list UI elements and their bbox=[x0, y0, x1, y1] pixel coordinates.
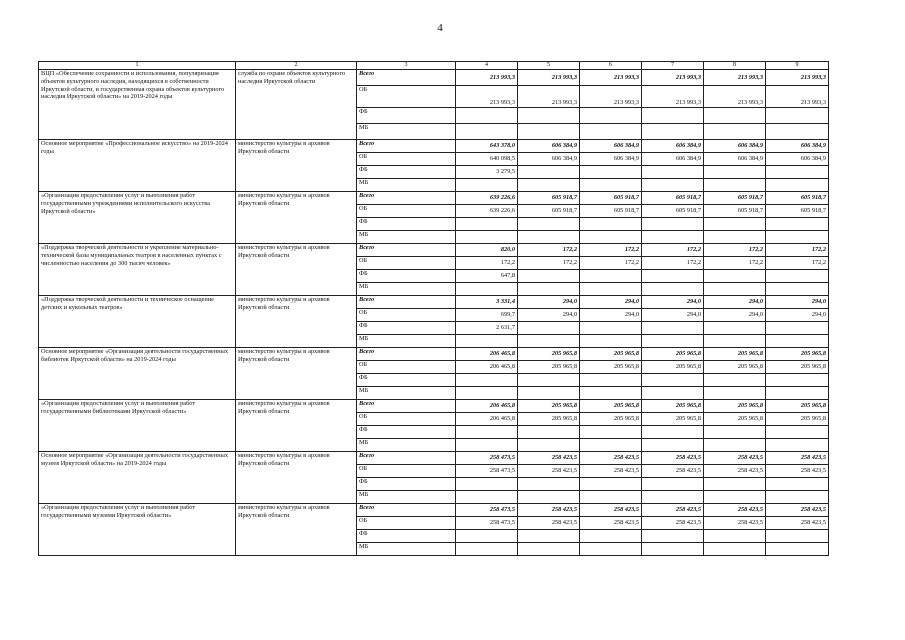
amount-cell bbox=[704, 426, 766, 439]
amount-cell: 258 473,5 bbox=[456, 465, 518, 478]
amount-cell bbox=[580, 218, 642, 231]
amount-cell bbox=[518, 179, 580, 192]
amount-cell: 606 384,9 bbox=[642, 140, 704, 153]
table-body bbox=[39, 62, 829, 556]
amount-cell bbox=[580, 283, 642, 296]
amount-cell: 605 918,7 bbox=[642, 192, 704, 205]
executor-name: министерство культуры и архивов Иркутской области bbox=[236, 400, 357, 452]
funding-source: ФБ bbox=[357, 322, 456, 335]
amount-cell: 172,2 bbox=[766, 257, 829, 270]
amount-cell bbox=[580, 124, 642, 140]
amount-cell: 172,2 bbox=[518, 257, 580, 270]
amount-cell: 294,0 bbox=[766, 296, 829, 309]
funding-source: МБ bbox=[357, 124, 456, 140]
activity-name: «Поддержка творческой деятельности и укрепление материально-технической базы муниципальных театров в населенных пунктах с численностью населения до 300 тысяч человек» bbox=[39, 244, 236, 296]
amount-cell bbox=[642, 491, 704, 504]
amount-cell: 606 384,9 bbox=[766, 140, 829, 153]
amount-cell bbox=[704, 491, 766, 504]
amount-cell: 639 226,6 bbox=[456, 205, 518, 218]
amount-cell: 205 965,8 bbox=[518, 413, 580, 426]
amount-cell: 258 423,5 bbox=[642, 504, 704, 517]
amount-cell: 213 993,3 bbox=[766, 86, 829, 108]
table-row bbox=[39, 504, 829, 517]
amount-cell bbox=[766, 530, 829, 543]
amount-cell bbox=[580, 335, 642, 348]
table-row bbox=[39, 140, 829, 153]
amount-cell: 294,0 bbox=[518, 296, 580, 309]
amount-cell bbox=[704, 387, 766, 400]
amount-cell: 699,7 bbox=[456, 309, 518, 322]
funding-source: Всего bbox=[357, 296, 456, 309]
header-cell: 5 bbox=[518, 62, 580, 70]
funding-source: Всего bbox=[357, 244, 456, 257]
amount-cell: 205 965,8 bbox=[580, 361, 642, 374]
amount-cell: 206 465,8 bbox=[456, 400, 518, 413]
activity-name: Основное мероприятие «Организация деятельности государственных музеев Иркутской области» на 2019-2024 годы bbox=[39, 452, 236, 504]
activity-name: ВЦП «Обеспечение сохранности и использования, популяризация объектов культурного наследия, находящихся в собственности Иркутской области, и государственная охрана объектов культурного наследия Иркутской области» на 2019-2024 годы bbox=[39, 70, 236, 140]
funding-source: ФБ bbox=[357, 108, 456, 124]
header-cell: 3 bbox=[357, 62, 456, 70]
amount-cell bbox=[642, 108, 704, 124]
funding-source: МБ bbox=[357, 179, 456, 192]
amount-cell: 606 384,9 bbox=[766, 153, 829, 166]
amount-cell: 294,0 bbox=[518, 309, 580, 322]
amount-cell: 205 965,8 bbox=[580, 400, 642, 413]
table-row bbox=[39, 296, 829, 309]
amount-cell: 258 423,5 bbox=[518, 504, 580, 517]
amount-cell bbox=[766, 374, 829, 387]
header-cell: 6 bbox=[580, 62, 642, 70]
amount-cell: 205 965,8 bbox=[580, 413, 642, 426]
amount-cell bbox=[580, 439, 642, 452]
amount-cell: 172,2 bbox=[456, 257, 518, 270]
amount-cell bbox=[766, 439, 829, 452]
activity-name: «Поддержка творческой деятельности и техническое оснащение детских и кукольных театров» bbox=[39, 296, 236, 348]
amount-cell: 606 384,9 bbox=[518, 153, 580, 166]
executor-name: министерство культуры и архивов Иркутской области bbox=[236, 452, 357, 504]
amount-cell bbox=[518, 231, 580, 244]
funding-source: Всего bbox=[357, 504, 456, 517]
amount-cell: 258 423,5 bbox=[704, 452, 766, 465]
amount-cell: 258 423,5 bbox=[580, 465, 642, 478]
amount-cell: 258 423,5 bbox=[518, 452, 580, 465]
amount-cell: 205 965,8 bbox=[766, 348, 829, 361]
amount-cell bbox=[518, 335, 580, 348]
budget-table bbox=[38, 61, 829, 556]
amount-cell: 205 965,8 bbox=[704, 361, 766, 374]
table-row bbox=[39, 192, 829, 205]
executor-name: министерство культуры и архивов Иркутской области bbox=[236, 504, 357, 556]
amount-cell bbox=[456, 335, 518, 348]
amount-cell bbox=[456, 231, 518, 244]
amount-cell: 205 965,8 bbox=[766, 413, 829, 426]
executor-name: служба по охране объектов культурного наследия Иркутской области bbox=[236, 70, 357, 140]
funding-source: ФБ bbox=[357, 270, 456, 283]
amount-cell bbox=[518, 108, 580, 124]
amount-cell: 206 465,8 bbox=[456, 413, 518, 426]
funding-source: Всего bbox=[357, 192, 456, 205]
funding-source: МБ bbox=[357, 283, 456, 296]
amount-cell: 606 384,9 bbox=[642, 153, 704, 166]
amount-cell: 172,2 bbox=[518, 244, 580, 257]
amount-cell: 213 993,3 bbox=[704, 70, 766, 86]
amount-cell: 213 993,3 bbox=[766, 70, 829, 86]
amount-cell: 640 098,5 bbox=[456, 153, 518, 166]
amount-cell: 605 918,7 bbox=[766, 205, 829, 218]
amount-cell: 294,0 bbox=[642, 296, 704, 309]
header-row bbox=[39, 62, 829, 70]
header-cell: 8 bbox=[704, 62, 766, 70]
amount-cell: 643 378,0 bbox=[456, 140, 518, 153]
amount-cell: 205 965,8 bbox=[704, 413, 766, 426]
amount-cell: 258 423,5 bbox=[642, 517, 704, 530]
amount-cell bbox=[704, 108, 766, 124]
amount-cell bbox=[456, 374, 518, 387]
table-row bbox=[39, 400, 829, 413]
amount-cell bbox=[518, 218, 580, 231]
amount-cell bbox=[704, 124, 766, 140]
amount-cell: 820,0 bbox=[456, 244, 518, 257]
amount-cell bbox=[766, 387, 829, 400]
amount-cell: 205 965,8 bbox=[518, 361, 580, 374]
amount-cell: 258 423,5 bbox=[766, 504, 829, 517]
amount-cell: 206 465,8 bbox=[456, 361, 518, 374]
amount-cell: 258 423,5 bbox=[704, 517, 766, 530]
amount-cell: 258 473,5 bbox=[456, 504, 518, 517]
amount-cell: 213 993,3 bbox=[704, 86, 766, 108]
funding-source: ОБ bbox=[357, 309, 456, 322]
amount-cell: 213 993,3 bbox=[456, 70, 518, 86]
activity-name: Основное мероприятие «Организация деятельности государственных библиотек Иркутской области» на 2019-2024 годы bbox=[39, 348, 236, 400]
amount-cell bbox=[518, 478, 580, 491]
amount-cell: 213 993,3 bbox=[518, 86, 580, 108]
amount-cell: 172,2 bbox=[580, 244, 642, 257]
amount-cell: 3 279,5 bbox=[456, 166, 518, 179]
funding-source: ФБ bbox=[357, 530, 456, 543]
amount-cell: 205 965,8 bbox=[518, 400, 580, 413]
amount-cell: 639 226,6 bbox=[456, 192, 518, 205]
amount-cell: 172,2 bbox=[642, 257, 704, 270]
amount-cell bbox=[642, 374, 704, 387]
amount-cell: 258 423,5 bbox=[766, 517, 829, 530]
amount-cell bbox=[642, 530, 704, 543]
amount-cell: 258 423,5 bbox=[704, 465, 766, 478]
funding-source: ОБ bbox=[357, 257, 456, 270]
funding-source: МБ bbox=[357, 491, 456, 504]
amount-cell: 294,0 bbox=[704, 309, 766, 322]
amount-cell: 606 384,9 bbox=[518, 140, 580, 153]
amount-cell: 258 423,5 bbox=[518, 465, 580, 478]
amount-cell bbox=[580, 543, 642, 556]
activity-name: «Организация предоставления услуг и выполнения работ государственными музеями Иркутской области» bbox=[39, 504, 236, 556]
amount-cell bbox=[704, 283, 766, 296]
amount-cell: 205 965,8 bbox=[704, 348, 766, 361]
amount-cell bbox=[704, 231, 766, 244]
amount-cell: 205 965,8 bbox=[580, 348, 642, 361]
amount-cell: 605 918,7 bbox=[766, 192, 829, 205]
executor-name: министерство культуры и архивов Иркутской области bbox=[236, 192, 357, 244]
funding-source: МБ bbox=[357, 335, 456, 348]
amount-cell: 205 965,8 bbox=[766, 361, 829, 374]
amount-cell bbox=[642, 231, 704, 244]
executor-name: министерство культуры и архивов Иркутской области bbox=[236, 348, 357, 400]
amount-cell: 205 965,8 bbox=[518, 348, 580, 361]
amount-cell: 3 331,4 bbox=[456, 296, 518, 309]
amount-cell bbox=[704, 218, 766, 231]
table-row bbox=[39, 244, 829, 257]
amount-cell bbox=[456, 491, 518, 504]
funding-source: ОБ bbox=[357, 361, 456, 374]
amount-cell bbox=[580, 166, 642, 179]
amount-cell: 605 918,7 bbox=[704, 205, 766, 218]
funding-source: ФБ bbox=[357, 478, 456, 491]
amount-cell: 294,0 bbox=[580, 309, 642, 322]
amount-cell: 606 384,9 bbox=[704, 153, 766, 166]
amount-cell bbox=[518, 439, 580, 452]
funding-source: ОБ bbox=[357, 517, 456, 530]
amount-cell bbox=[704, 179, 766, 192]
amount-cell: 206 465,8 bbox=[456, 348, 518, 361]
amount-cell: 205 965,8 bbox=[704, 400, 766, 413]
amount-cell bbox=[518, 322, 580, 335]
amount-cell bbox=[456, 283, 518, 296]
amount-cell bbox=[456, 478, 518, 491]
funding-source: ОБ bbox=[357, 205, 456, 218]
amount-cell bbox=[704, 543, 766, 556]
funding-source: Всего bbox=[357, 70, 456, 86]
amount-cell bbox=[704, 374, 766, 387]
funding-source: Всего bbox=[357, 452, 456, 465]
amount-cell bbox=[456, 543, 518, 556]
amount-cell: 258 423,5 bbox=[580, 452, 642, 465]
amount-cell bbox=[766, 124, 829, 140]
funding-source: ФБ bbox=[357, 374, 456, 387]
amount-cell bbox=[766, 270, 829, 283]
amount-cell: 172,2 bbox=[704, 244, 766, 257]
amount-cell: 606 384,9 bbox=[580, 140, 642, 153]
amount-cell: 172,2 bbox=[766, 244, 829, 257]
amount-cell bbox=[456, 124, 518, 140]
amount-cell bbox=[518, 543, 580, 556]
amount-cell bbox=[766, 283, 829, 296]
funding-source: ОБ bbox=[357, 153, 456, 166]
executor-name: министерство культуры и архивов Иркутской области bbox=[236, 244, 357, 296]
amount-cell bbox=[518, 270, 580, 283]
table-row bbox=[39, 452, 829, 465]
header-cell: 9 bbox=[766, 62, 829, 70]
amount-cell bbox=[518, 530, 580, 543]
amount-cell: 606 384,9 bbox=[580, 153, 642, 166]
amount-cell bbox=[456, 108, 518, 124]
amount-cell bbox=[642, 387, 704, 400]
amount-cell: 258 423,5 bbox=[580, 517, 642, 530]
funding-source: ОБ bbox=[357, 86, 456, 108]
amount-cell: 258 423,5 bbox=[642, 452, 704, 465]
amount-cell bbox=[642, 124, 704, 140]
amount-cell bbox=[642, 322, 704, 335]
amount-cell bbox=[518, 124, 580, 140]
amount-cell bbox=[518, 283, 580, 296]
amount-cell bbox=[704, 478, 766, 491]
amount-cell bbox=[766, 491, 829, 504]
amount-cell: 213 993,3 bbox=[642, 86, 704, 108]
amount-cell: 294,0 bbox=[704, 296, 766, 309]
amount-cell bbox=[704, 270, 766, 283]
amount-cell: 205 965,8 bbox=[642, 348, 704, 361]
amount-cell bbox=[580, 491, 642, 504]
amount-cell bbox=[642, 179, 704, 192]
amount-cell bbox=[766, 231, 829, 244]
funding-source: Всего bbox=[357, 400, 456, 413]
amount-cell bbox=[766, 218, 829, 231]
amount-cell: 205 965,8 bbox=[642, 361, 704, 374]
funding-source: ФБ bbox=[357, 426, 456, 439]
funding-source: Всего bbox=[357, 348, 456, 361]
funding-source: ФБ bbox=[357, 218, 456, 231]
amount-cell bbox=[518, 374, 580, 387]
page-number: 4 bbox=[437, 22, 443, 34]
table-row bbox=[39, 348, 829, 361]
amount-cell bbox=[642, 166, 704, 179]
amount-cell: 605 918,7 bbox=[642, 205, 704, 218]
amount-cell: 605 918,7 bbox=[518, 192, 580, 205]
header-cell: 7 bbox=[642, 62, 704, 70]
amount-cell bbox=[766, 166, 829, 179]
amount-cell bbox=[580, 270, 642, 283]
amount-cell: 258 423,5 bbox=[704, 504, 766, 517]
amount-cell bbox=[704, 530, 766, 543]
amount-cell: 213 993,3 bbox=[642, 70, 704, 86]
funding-source: Всего bbox=[357, 140, 456, 153]
amount-cell: 258 473,5 bbox=[456, 452, 518, 465]
amount-cell bbox=[580, 426, 642, 439]
amount-cell bbox=[518, 491, 580, 504]
executor-name: министерство культуры и архивов Иркутской области bbox=[236, 140, 357, 192]
amount-cell: 605 918,7 bbox=[580, 205, 642, 218]
amount-cell: 294,0 bbox=[766, 309, 829, 322]
amount-cell bbox=[456, 426, 518, 439]
funding-source: МБ bbox=[357, 387, 456, 400]
activity-name: «Организация предоставления услуг и выполнения работ государственными библиотеками Иркутской области» bbox=[39, 400, 236, 452]
amount-cell: 258 423,5 bbox=[518, 517, 580, 530]
amount-cell: 213 993,3 bbox=[580, 70, 642, 86]
amount-cell: 605 918,7 bbox=[704, 192, 766, 205]
funding-source: ОБ bbox=[357, 465, 456, 478]
amount-cell: 606 384,9 bbox=[704, 140, 766, 153]
amount-cell: 205 965,8 bbox=[642, 400, 704, 413]
amount-cell: 647,8 bbox=[456, 270, 518, 283]
activity-name: «Организация предоставления услуг и выполнения работ государственными учреждениями исполнительского искусства Иркутской области» bbox=[39, 192, 236, 244]
amount-cell bbox=[766, 335, 829, 348]
activity-name: Основное мероприятие «Профессиональное искусство» на 2019-2024 годы bbox=[39, 140, 236, 192]
amount-cell bbox=[766, 108, 829, 124]
amount-cell bbox=[456, 179, 518, 192]
amount-cell bbox=[642, 426, 704, 439]
amount-cell bbox=[766, 426, 829, 439]
amount-cell: 258 423,5 bbox=[642, 465, 704, 478]
amount-cell bbox=[456, 387, 518, 400]
amount-cell bbox=[642, 439, 704, 452]
amount-cell: 258 423,5 bbox=[766, 465, 829, 478]
amount-cell bbox=[518, 387, 580, 400]
amount-cell: 205 965,8 bbox=[642, 413, 704, 426]
amount-cell bbox=[518, 426, 580, 439]
amount-cell bbox=[642, 270, 704, 283]
amount-cell bbox=[766, 322, 829, 335]
header-cell: 1 bbox=[39, 62, 236, 70]
amount-cell bbox=[704, 322, 766, 335]
amount-cell bbox=[642, 478, 704, 491]
amount-cell: 258 423,5 bbox=[766, 452, 829, 465]
amount-cell bbox=[580, 374, 642, 387]
funding-source: ОБ bbox=[357, 413, 456, 426]
amount-cell: 172,2 bbox=[642, 244, 704, 257]
header-cell: 4 bbox=[456, 62, 518, 70]
amount-cell bbox=[518, 166, 580, 179]
amount-cell: 2 631,7 bbox=[456, 322, 518, 335]
amount-cell bbox=[704, 335, 766, 348]
amount-cell: 172,2 bbox=[704, 257, 766, 270]
amount-cell: 605 918,7 bbox=[518, 205, 580, 218]
executor-name: министерство культуры и архивов Иркутской области bbox=[236, 296, 357, 348]
amount-cell: 213 993,3 bbox=[580, 86, 642, 108]
funding-source: МБ bbox=[357, 231, 456, 244]
amount-cell: 213 993,3 bbox=[518, 70, 580, 86]
amount-cell bbox=[456, 218, 518, 231]
amount-cell: 294,0 bbox=[580, 296, 642, 309]
header-cell: 2 bbox=[236, 62, 357, 70]
amount-cell bbox=[704, 166, 766, 179]
funding-source: МБ bbox=[357, 439, 456, 452]
amount-cell bbox=[642, 543, 704, 556]
amount-cell bbox=[766, 179, 829, 192]
amount-cell bbox=[580, 231, 642, 244]
amount-cell bbox=[766, 543, 829, 556]
amount-cell bbox=[580, 478, 642, 491]
amount-cell bbox=[580, 322, 642, 335]
amount-cell bbox=[642, 335, 704, 348]
amount-cell bbox=[642, 283, 704, 296]
amount-cell bbox=[766, 478, 829, 491]
amount-cell bbox=[456, 530, 518, 543]
table-row bbox=[39, 70, 829, 86]
amount-cell: 258 473,5 bbox=[456, 517, 518, 530]
amount-cell: 205 965,8 bbox=[766, 400, 829, 413]
amount-cell bbox=[580, 108, 642, 124]
amount-cell: 294,0 bbox=[642, 309, 704, 322]
amount-cell: 605 918,7 bbox=[580, 192, 642, 205]
amount-cell bbox=[580, 387, 642, 400]
amount-cell bbox=[580, 179, 642, 192]
amount-cell bbox=[642, 218, 704, 231]
amount-cell bbox=[704, 439, 766, 452]
funding-source: ФБ bbox=[357, 166, 456, 179]
amount-cell bbox=[456, 439, 518, 452]
amount-cell bbox=[580, 530, 642, 543]
amount-cell: 258 423,5 bbox=[580, 504, 642, 517]
funding-source: МБ bbox=[357, 543, 456, 556]
amount-cell: 172,2 bbox=[580, 257, 642, 270]
amount-cell: 213 993,3 bbox=[456, 86, 518, 108]
